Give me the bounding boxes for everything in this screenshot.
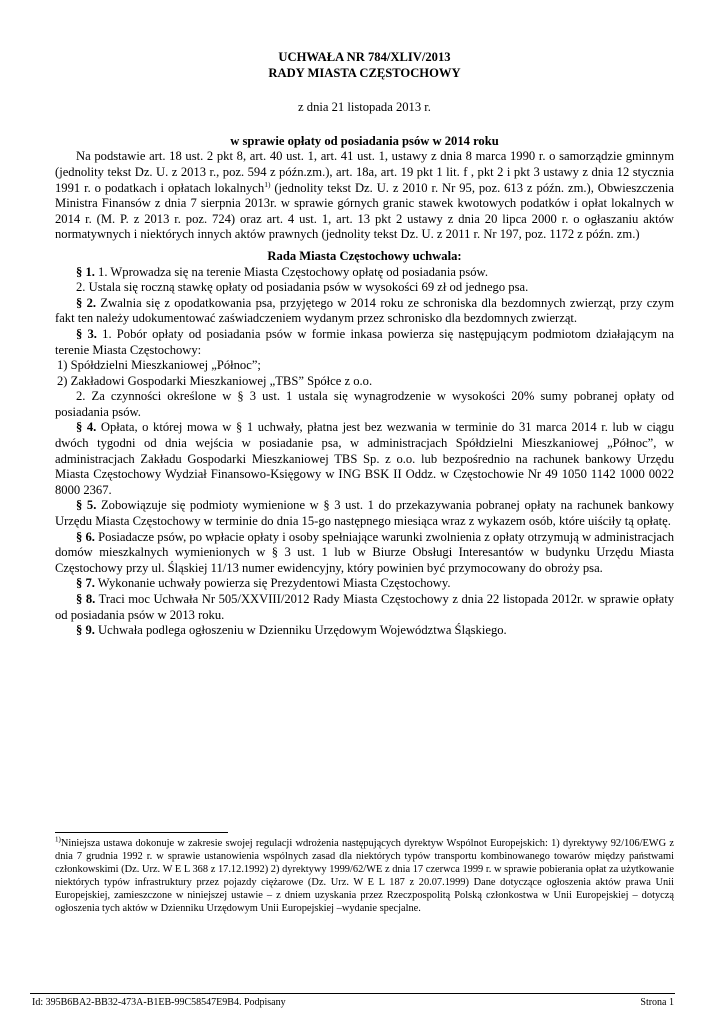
- footnote-mark: 1): [55, 835, 61, 844]
- section-1-text: 1. Wprowadza się na terenie Miasta Częstochowy opłatę od posiadania psów.: [94, 264, 488, 279]
- resolution-date: z dnia 21 listopada 2013 r.: [298, 100, 431, 115]
- footer-separator: [30, 993, 675, 994]
- document-id: Id: 395B6BA2-BB32-473A-B1EB-99C58547E9B4. Podpisany: [32, 997, 286, 1008]
- footnote-text: Niniejsza ustawa dokonuje w zakresie swojej regulacji wdrożenia następujących dyrektyw Wspólnot Europejskich: 1) dyrektywy 92/106/EWG z dnia 7 grudnia 1992 r. w sprawie ustanowienia wspólnych zasad dla niektórych typów transportu kombinowanego towarów między państwami członkowskimi (Dz. Urz. W E L 368 z 17.12.1992) 2) dyrektywy 1999/62/WE z dnia 17 czerwca 1999 r. w sprawie pobierania opłat za użytkowanie niektórych typów infrastruktury przez pojazdy ciężarowe (Dz. Urz. W E L 187 z 20.07.1999) Dane dotyczące ogłoszenia aktów prawa Unii Europejskiej, zamieszczone w niniejszej ustawie – z dniem uzyskania przez Rzeczpospolitą Polską członkostwa w Unii Europejskiej – dotyczą ogłoszenia tych aktów w Dzienniku Urzędowym Unii Europejskiej –wydanie specjalne.: [55, 838, 674, 915]
- section-7-text: Wykonanie uchwały powierza się Prezydentowi Miasta Częstochowy.: [94, 576, 451, 591]
- title-line-1: UCHWAŁA NR 784/XLIV/2013: [278, 50, 451, 64]
- section-3-label: § 3.: [76, 326, 97, 341]
- section-1-label: § 1.: [76, 264, 95, 279]
- section-9-paragraph: [55, 623, 674, 639]
- section-4-text: Opłata, o której mowa w § 1 uchwały, płatna jest bez wezwania w terminie do 31 marca 2014 r. lub w ciągu dwóch tygodni od dnia wejścia w posiadanie psa, w administracjach Spółdzielni Mieszkaniowej „Północ”, w administracjach Zakładu Gospodarki Mieszkaniowej TBS Sp. z o.o. lub bezpośrednio na rachunek bankowy Urzędu Miasta Częstochowy Wydział Finansowo-Księgowy w ING BSK II Oddz. w Częstochowie Nr 49 1050 1142 1000 0022 8000 2367.: [55, 420, 674, 497]
- title-line-2: RADY MIASTA CZĘSTOCHOWY: [268, 65, 461, 80]
- section-3-paragraph-2: 2. Za czynności określone w § 3 ust. 1 ustala się wynagrodzenie w wysokości 20% sumy pobranej opłaty od posiadania psów.: [55, 389, 674, 419]
- section-3-paragraph-1: [55, 327, 674, 358]
- council-decides-heading: Rada Miasta Częstochowy uchwala:: [267, 248, 462, 263]
- section-3-list-item-2: 2) Zakładowi Gospodarki Mieszkaniowej „TBS” Spółce z o.o.: [57, 373, 373, 388]
- section-7-label: § 7.: [76, 576, 95, 591]
- section-3-text: 1. Pobór opłaty od posiadania psów w formie inkasa powierza się następującym podmiotom działającym na terenie Miasta Częstochowy:: [55, 326, 675, 357]
- page-number: Strona 1: [640, 997, 674, 1008]
- legal-basis-text-1: Na podstawie art. 18 ust. 2 pkt 8, art. 40 ust. 1, art. 41 ust. 1, ustawy z dnia 8 marca 1990 r. o samorządzie gminnym (jednolity tekst Dz. U. z 2013 r., poz. 594 z późn.zm.), art. 18a, art. 19 pkt 1 lit. f , pkt 2 i pkt 3 ustawy z dnia 12 stycznia 1991 r. o podatkach i opłatach lokalnych: [55, 149, 674, 195]
- section-2-text: Zwalnia się z opodatkowania psa, przyjętego w 2014 roku ze schroniska dla bezdomnych zwierząt, przy czym fakt ten należy udokumentować zaświadczeniem wydanym przez schronisko dla bezdomnych zwierząt.: [55, 295, 675, 326]
- section-3-list-item-1: 1) Spółdzielni Mieszkaniowej „Północ”;: [57, 358, 261, 373]
- section-6-paragraph: [55, 530, 674, 577]
- section-9-label: § 9.: [76, 623, 95, 638]
- footnote-reference[interactable]: 1): [264, 179, 271, 189]
- legal-basis-text-2: (jednolity tekst Dz. U. z 2010 r. Nr 95, poz. 613 z późn. zm.), Obwieszczenia Ministra Finansów z dnia 7 sierpnia 2013r. w sprawie górnych granic stawek kwotowych podatków i opłat lokalnych w 2014 r. (M. P. z 2013 r. poz. 724) oraz art. 4 ust. 1, art. 13 pkt 2 ustawy z dnia 20 lipca 2000 r. o ogłaszaniu aktów normatywnych i niektórych innych aktów prawnych (jednolity tekst Dz. U. z 2011 r. Nr 197, poz. 1172 z późn. zm.): [55, 180, 674, 242]
- legal-basis-paragraph: [55, 149, 674, 243]
- section-8-label: § 8.: [76, 592, 96, 606]
- resolution-subject: w sprawie opłaty od posiadania psów w 2014 roku: [230, 133, 499, 148]
- section-5-label: § 5.: [76, 498, 97, 513]
- section-6-text: Posiadacze psów, po wpłacie opłaty i osoby spełniające warunki zwolnienia z opłaty otrzymują w administracjach domów mieszkalnych wymienionych w § 3 ust. 1 lub w Biurze Obsługi Interesantów w budynku Urzędu Miasta Częstochowy przy ul. Śląskiej 11/13 numer ewidencyjny, który powinien być przymocowany do obroży psa.: [55, 529, 675, 575]
- section-2-label: § 2.: [76, 295, 97, 310]
- footnote: [55, 837, 674, 916]
- section-1-paragraph-2: 2. Ustala się roczną stawkę opłaty od posiadania psów w wysokości 69 zł od jednego psa.: [76, 280, 529, 295]
- section-8-text: Traci moc Uchwała Nr 505/XXVIII/2012 Rady Miasta Częstochowy z dnia 22 listopada 2012r. w sprawie opłaty od posiadania psów w 2013 roku.: [55, 592, 674, 622]
- section-1-paragraph-1: [55, 265, 674, 281]
- section-6-label: § 6.: [76, 529, 95, 544]
- section-5-text: Zobowiązuje się podmioty wymienione w § 3 ust. 1 do przekazywania pobranej opłaty na rachunek bankowy Urzędu Miasta Częstochowy w terminie do dnia 15-go następnego miesiąca wraz z wykazem osób, które uiściły tą opłatę.: [55, 498, 675, 529]
- section-2-paragraph: [55, 296, 674, 327]
- footnote-separator: [55, 832, 228, 833]
- section-8-paragraph: [55, 592, 674, 623]
- section-5-paragraph: [55, 498, 674, 529]
- section-4-label: § 4.: [76, 420, 97, 435]
- section-7-paragraph: [55, 576, 674, 592]
- document-body: [55, 50, 674, 639]
- section-9-text: Uchwała podlega ogłoszeniu w Dzienniku Urzędowym Województwa Śląskiego.: [94, 623, 507, 638]
- resolution-title: [55, 50, 674, 81]
- section-4-paragraph: [55, 420, 674, 498]
